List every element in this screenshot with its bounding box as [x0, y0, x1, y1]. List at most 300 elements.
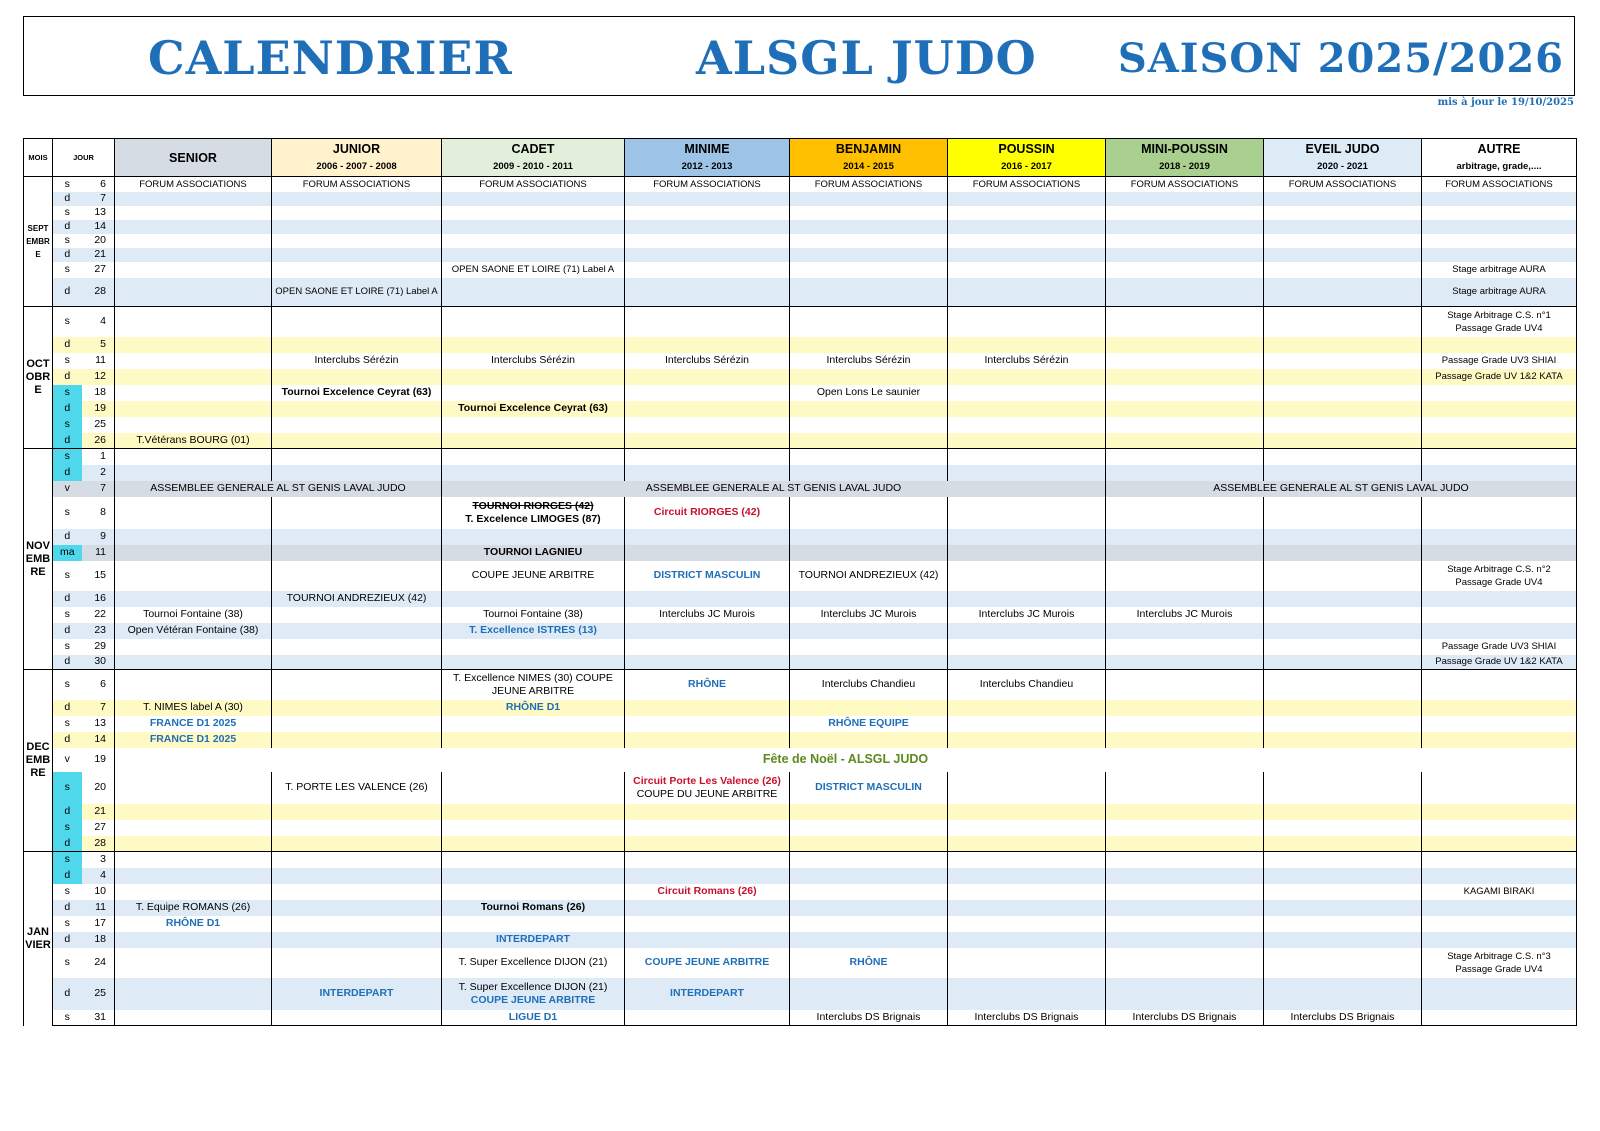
event-cell — [1264, 772, 1422, 804]
month-label: NOVEMBRE — [24, 449, 53, 670]
event-cell — [948, 220, 1106, 234]
event-cell — [442, 639, 625, 655]
event-cell — [442, 248, 625, 262]
event-cell — [272, 732, 442, 748]
event-text: Interclubs DS Brignais — [974, 1010, 1079, 1023]
event-cell — [115, 748, 1577, 772]
header-cat-cadet: CADET 2009 - 2010 - 2011 — [442, 139, 625, 177]
event-text: LIGUE D1 — [508, 1010, 558, 1023]
event-text: Tournoi Fontaine (38) — [143, 608, 243, 620]
event-cell — [1264, 932, 1422, 948]
event-cell — [1106, 591, 1264, 607]
event-cell — [272, 248, 442, 262]
calendar-row — [24, 591, 1577, 607]
event-text: RHÔNE EQUIPE — [828, 717, 909, 729]
month-label: JANVIER — [24, 852, 53, 1026]
event-cell — [625, 639, 790, 655]
event-text-secondary: Passage Grade UV4 — [1455, 322, 1543, 334]
header-row — [24, 139, 1577, 177]
event-cell — [948, 607, 1106, 623]
event-cell — [1264, 337, 1422, 353]
event-text: OPEN SAONE ET LOIRE (71) Label A — [275, 286, 438, 298]
calendar-row — [24, 700, 1577, 716]
event-cell — [790, 700, 948, 716]
calendar-row — [24, 353, 1577, 369]
day-number: 23 — [82, 623, 115, 639]
event-cell — [272, 623, 442, 639]
event-cell — [1422, 623, 1577, 639]
event-cell — [115, 401, 272, 417]
event-cell — [1106, 337, 1264, 353]
event-text: FORUM ASSOCIATIONS — [139, 178, 247, 190]
event-cell — [1264, 884, 1422, 900]
event-cell — [625, 529, 790, 545]
day-number: 26 — [82, 433, 115, 449]
event-cell — [948, 716, 1106, 732]
event-text: Stage Arbitrage C.S. n°1 — [1447, 309, 1551, 321]
event-cell — [1264, 465, 1422, 481]
header-jour: JOUR — [53, 139, 115, 177]
event-cell — [442, 978, 625, 1010]
event-cell — [625, 932, 790, 948]
event-cell — [442, 916, 625, 932]
event-cell — [115, 916, 272, 932]
event-text-secondary: COUPE JEUNE ARBITRE — [470, 993, 596, 1006]
calendar-row — [24, 278, 1577, 307]
calendar-row — [24, 607, 1577, 623]
event-cell — [1264, 852, 1422, 868]
event-cell — [625, 700, 790, 716]
event-cell — [1264, 655, 1422, 670]
event-cell — [625, 385, 790, 401]
day-number: 19 — [82, 748, 115, 772]
event-text: Tournoi Excelence Ceyrat (63) — [458, 402, 608, 414]
event-cell — [272, 884, 442, 900]
event-cell — [1106, 307, 1264, 337]
event-cell — [790, 353, 948, 369]
calendar-row — [24, 234, 1577, 248]
event-text: Interclubs Sérézin — [984, 354, 1069, 366]
event-cell — [625, 248, 790, 262]
title-season: SAISON 2025/2026 — [1117, 35, 1564, 82]
day-of-week: ma — [53, 545, 82, 561]
event-cell — [272, 561, 442, 591]
header-mois: MOIS — [24, 139, 53, 177]
day-number: 18 — [82, 385, 115, 401]
event-text: Stage arbitrage AURA — [1452, 286, 1546, 298]
event-cell — [442, 278, 625, 307]
day-number: 6 — [82, 670, 115, 700]
day-number: 8 — [82, 497, 115, 529]
event-cell — [1422, 1010, 1577, 1026]
event-cell — [948, 916, 1106, 932]
event-text: Open Vétéran Fontaine (38) — [127, 624, 259, 636]
header-cat-benjamin: BENJAMIN 2014 - 2015 — [790, 139, 948, 177]
day-of-week: d — [53, 978, 82, 1010]
calendar-row — [24, 836, 1577, 852]
calendar-row — [24, 868, 1577, 884]
event-cell — [272, 932, 442, 948]
event-text: Interclubs DS Brignais — [1290, 1010, 1395, 1023]
event-text: T. Super Excellence DIJON (21) — [458, 980, 608, 993]
event-text: T. PORTE LES VALENCE (26) — [285, 781, 428, 793]
event-cell — [625, 916, 790, 932]
event-cell — [115, 820, 272, 836]
calendar-body — [24, 177, 1577, 1026]
event-cell — [115, 220, 272, 234]
event-cell — [1106, 932, 1264, 948]
event-cell — [790, 916, 948, 932]
day-of-week: s — [53, 1010, 82, 1026]
event-cell — [1422, 262, 1577, 278]
event-cell — [1264, 433, 1422, 449]
day-number: 9 — [82, 529, 115, 545]
event-cell — [1422, 670, 1577, 700]
event-cell — [1422, 561, 1577, 591]
event-cell — [790, 234, 948, 248]
day-of-week: s — [53, 884, 82, 900]
event-cell — [1106, 192, 1264, 206]
event-cell — [1106, 353, 1264, 369]
day-number: 28 — [82, 836, 115, 852]
event-cell — [1264, 545, 1422, 561]
event-cell — [1106, 248, 1264, 262]
event-cell — [948, 262, 1106, 278]
event-text: COUPE JEUNE ARBITRE — [644, 956, 770, 968]
event-cell — [442, 732, 625, 748]
event-text: FORUM ASSOCIATIONS — [479, 178, 587, 190]
day-number: 2 — [82, 465, 115, 481]
event-cell — [115, 900, 272, 916]
event-cell — [790, 545, 948, 561]
event-cell — [790, 337, 948, 353]
event-cell — [115, 836, 272, 852]
event-cell — [948, 561, 1106, 591]
event-cell — [1264, 401, 1422, 417]
title-club: ALSGL JUDO — [696, 31, 1037, 85]
event-cell — [115, 868, 272, 884]
event-cell — [948, 545, 1106, 561]
day-number: 27 — [82, 262, 115, 278]
event-cell — [442, 932, 625, 948]
event-cell — [115, 804, 272, 820]
day-number: 20 — [82, 772, 115, 804]
event-cell — [625, 1010, 790, 1026]
event-cell — [1264, 353, 1422, 369]
event-cell — [442, 1010, 625, 1026]
header-cat-minime: MINIME 2012 - 2013 — [625, 139, 790, 177]
event-cell — [272, 852, 442, 868]
calendar-row — [24, 529, 1577, 545]
event-text-secondary: Passage Grade UV4 — [1455, 576, 1543, 588]
event-cell — [442, 497, 625, 529]
event-text: INTERDEPART — [496, 933, 570, 945]
event-cell — [1422, 234, 1577, 248]
event-cell — [1264, 369, 1422, 385]
event-text: FORUM ASSOCIATIONS — [1288, 178, 1397, 190]
day-number: 22 — [82, 607, 115, 623]
day-of-week: d — [53, 220, 82, 234]
day-of-week: s — [53, 385, 82, 401]
event-cell — [948, 401, 1106, 417]
event-text: Interclubs JC Murois — [820, 608, 917, 620]
event-cell — [272, 655, 442, 670]
event-text-secondary: Passage Grade UV4 — [1455, 963, 1543, 975]
event-cell — [1264, 623, 1422, 639]
header-cat-junior: JUNIOR 2006 - 2007 - 2008 — [272, 139, 442, 177]
day-of-week: s — [53, 948, 82, 978]
event-cell — [115, 177, 272, 192]
event-cell — [1422, 932, 1577, 948]
event-cell — [1106, 820, 1264, 836]
calendar-row — [24, 1010, 1577, 1026]
event-cell — [115, 248, 272, 262]
event-cell — [948, 234, 1106, 248]
day-number: 11 — [82, 353, 115, 369]
event-cell — [115, 772, 272, 804]
event-text: Interclubs DS Brignais — [816, 1010, 921, 1023]
calendar-row — [24, 820, 1577, 836]
calendar-row — [24, 401, 1577, 417]
event-cell — [1422, 732, 1577, 748]
day-of-week: s — [53, 561, 82, 591]
event-text: T.Vétérans BOURG (01) — [136, 433, 250, 446]
event-text: FORUM ASSOCIATIONS — [1130, 178, 1239, 190]
event-cell — [442, 262, 625, 278]
event-cell — [1422, 401, 1577, 417]
event-text: Passage Grade UV 1&2 KATA — [1435, 656, 1563, 668]
event-cell — [1106, 220, 1264, 234]
event-cell — [790, 772, 948, 804]
calendar-row — [24, 916, 1577, 932]
event-cell — [1264, 497, 1422, 529]
event-text: Interclubs Sérézin — [490, 354, 576, 366]
day-of-week: s — [53, 852, 82, 868]
event-cell — [790, 278, 948, 307]
event-cell — [1422, 804, 1577, 820]
event-cell — [1106, 716, 1264, 732]
event-cell — [442, 433, 625, 449]
event-text: FORUM ASSOCIATIONS — [653, 178, 761, 190]
event-cell — [625, 497, 790, 529]
day-of-week: d — [53, 900, 82, 916]
event-cell — [790, 948, 948, 978]
event-cell — [442, 192, 625, 206]
event-text: OPEN SAONE ET LOIRE (71) Label A — [451, 264, 615, 275]
event-cell — [1422, 820, 1577, 836]
event-cell — [272, 700, 442, 716]
event-cell — [1422, 884, 1577, 900]
event-cell — [115, 670, 272, 700]
event-cell — [115, 529, 272, 545]
event-cell — [948, 884, 1106, 900]
event-text: FRANCE D1 2025 — [149, 717, 237, 729]
day-of-week: d — [53, 337, 82, 353]
event-cell — [790, 639, 948, 655]
calendar-row — [24, 655, 1577, 670]
event-cell — [625, 465, 790, 481]
event-cell — [790, 206, 948, 220]
event-cell — [625, 591, 790, 607]
day-of-week: s — [53, 206, 82, 220]
event-text-secondary: JEUNE ARBITRE — [491, 684, 575, 697]
event-cell — [115, 978, 272, 1010]
event-cell — [948, 177, 1106, 192]
event-cell — [272, 529, 442, 545]
day-number: 17 — [82, 916, 115, 932]
event-cell — [948, 529, 1106, 545]
day-number: 25 — [82, 417, 115, 433]
event-cell — [790, 307, 948, 337]
event-text: Interclubs JC Murois — [659, 608, 755, 620]
event-text: DISTRICT MASCULIN — [815, 781, 922, 793]
event-cell — [625, 900, 790, 916]
event-cell — [948, 700, 1106, 716]
calendar-row — [24, 417, 1577, 433]
event-cell — [442, 369, 625, 385]
event-cell — [115, 700, 272, 716]
event-cell — [625, 804, 790, 820]
event-cell — [790, 900, 948, 916]
event-text: Interclubs Sérézin — [314, 354, 399, 366]
event-cell — [948, 623, 1106, 639]
day-number: 18 — [82, 932, 115, 948]
calendar-row — [24, 262, 1577, 278]
event-cell — [442, 561, 625, 591]
event-cell — [442, 655, 625, 670]
event-cell — [625, 220, 790, 234]
calendar-row — [24, 804, 1577, 820]
event-cell — [625, 978, 790, 1010]
event-text: T. Super Excellence DIJON (21) — [458, 956, 608, 968]
event-cell — [1264, 868, 1422, 884]
event-cell — [1422, 307, 1577, 337]
event-cell — [1106, 417, 1264, 433]
event-cell — [625, 206, 790, 220]
day-of-week: s — [53, 607, 82, 623]
event-text: FORUM ASSOCIATIONS — [1445, 178, 1553, 190]
event-cell — [442, 206, 625, 220]
event-text: Tournoi Excelence Ceyrat (63) — [281, 386, 432, 398]
event-cell — [790, 417, 948, 433]
event-cell — [625, 262, 790, 278]
event-cell — [1106, 868, 1264, 884]
header-cat-senior: SENIOR — [115, 139, 272, 177]
day-of-week: d — [53, 655, 82, 670]
calendar-row — [24, 948, 1577, 978]
event-text: Stage Arbitrage C.S. n°2 — [1447, 563, 1551, 575]
event-cell — [1422, 206, 1577, 220]
event-text: RHÔNE — [688, 678, 726, 691]
event-cell — [1422, 497, 1577, 529]
day-number: 3 — [82, 852, 115, 868]
event-cell — [1422, 369, 1577, 385]
event-text: INTERDEPART — [670, 987, 744, 999]
event-cell — [625, 655, 790, 670]
event-cell — [442, 900, 625, 916]
event-cell — [948, 278, 1106, 307]
event-text: Interclubs JC Murois — [1136, 608, 1233, 620]
event-cell — [115, 545, 272, 561]
event-cell — [1106, 700, 1264, 716]
event-cell — [442, 884, 625, 900]
event-cell — [790, 449, 948, 465]
event-text: TOURNOI ANDREZIEUX (42) — [286, 592, 427, 604]
header-cat-poussin: POUSSIN 2016 - 2017 — [948, 139, 1106, 177]
event-cell — [272, 716, 442, 732]
event-cell — [625, 820, 790, 836]
event-cell — [948, 248, 1106, 262]
event-cell — [1106, 639, 1264, 655]
event-text: TOURNOI RIORGES (42) — [472, 499, 594, 512]
event-cell — [1422, 700, 1577, 716]
event-cell — [115, 591, 272, 607]
event-cell — [442, 220, 625, 234]
event-text: FRANCE D1 2025 — [149, 733, 237, 745]
event-text: Interclubs Chandieu — [821, 678, 916, 691]
event-cell — [1264, 978, 1422, 1010]
event-cell — [790, 248, 948, 262]
event-cell — [1422, 916, 1577, 932]
day-number: 25 — [82, 978, 115, 1010]
event-text: DISTRICT MASCULIN — [653, 569, 761, 581]
event-cell — [948, 1010, 1106, 1026]
day-number: 30 — [82, 655, 115, 670]
event-cell — [790, 465, 948, 481]
event-cell — [272, 607, 442, 623]
month-label: OCTOBRE — [24, 307, 53, 449]
event-cell — [1264, 529, 1422, 545]
event-cell — [442, 820, 625, 836]
day-number: 7 — [82, 192, 115, 206]
event-cell — [442, 481, 1106, 497]
day-of-week: s — [53, 670, 82, 700]
calendar-row — [24, 337, 1577, 353]
calendar-row — [24, 206, 1577, 220]
event-cell — [442, 948, 625, 978]
event-cell — [625, 307, 790, 337]
event-cell — [272, 639, 442, 655]
event-cell — [625, 607, 790, 623]
event-cell — [1422, 852, 1577, 868]
event-cell — [1264, 591, 1422, 607]
day-of-week: d — [53, 836, 82, 852]
day-of-week: s — [53, 417, 82, 433]
event-cell — [948, 820, 1106, 836]
event-cell — [1106, 449, 1264, 465]
event-cell — [272, 1010, 442, 1026]
event-cell — [115, 417, 272, 433]
day-of-week: d — [53, 401, 82, 417]
event-cell — [1264, 417, 1422, 433]
calendar-row — [24, 481, 1577, 497]
event-cell — [272, 177, 442, 192]
event-cell — [1422, 772, 1577, 804]
event-cell — [115, 206, 272, 220]
event-cell — [1422, 591, 1577, 607]
event-cell — [625, 868, 790, 884]
calendar-row — [24, 433, 1577, 449]
event-cell — [1106, 732, 1264, 748]
event-cell — [115, 932, 272, 948]
event-cell — [1422, 192, 1577, 206]
event-text: Stage Arbitrage C.S. n°3 — [1447, 950, 1551, 962]
event-cell — [1106, 916, 1264, 932]
event-cell — [442, 465, 625, 481]
day-of-week: d — [53, 700, 82, 716]
event-cell — [625, 836, 790, 852]
event-cell — [1106, 529, 1264, 545]
